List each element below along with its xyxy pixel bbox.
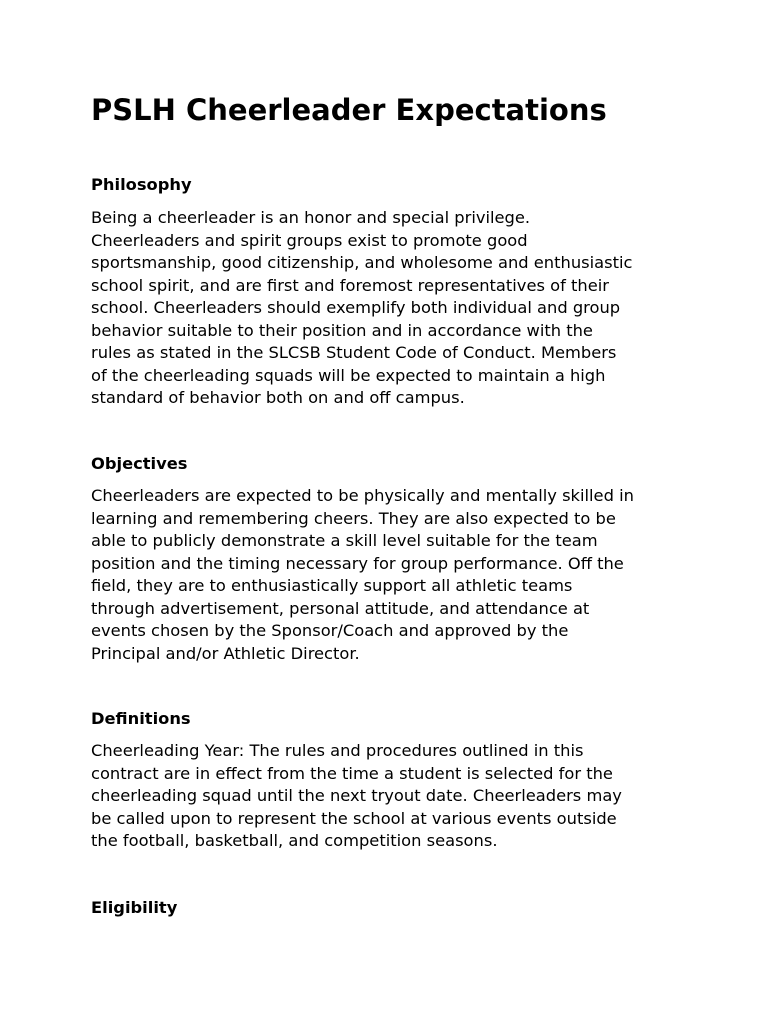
- section-heading-definitions: Definitions: [91, 709, 191, 728]
- text-line: school. Cheerleaders should exemplify both individual and group: [91, 298, 621, 317]
- text-line: able to publicly demonstrate a skill level suitable for the team: [91, 531, 598, 550]
- text-line: Cheerleading Year: The rules and procedures outlined in this: [91, 741, 584, 760]
- text-line: Being a cheerleader is an honor and special privilege.: [91, 208, 531, 227]
- text-line: Cheerleaders and spirit groups exist to promote good: [91, 230, 528, 250]
- text-line: Principal and/or Athletic Director.: [91, 643, 360, 663]
- text-line: behavior suitable to their position and in accordance with the: [91, 320, 593, 340]
- text-line: standard of behavior both on and off campus.: [91, 388, 465, 407]
- text-line: events chosen by the Sponsor/Coach and approved by the: [91, 621, 569, 640]
- text-line: field, they are to enthusiastically support all athletic teams: [91, 576, 573, 595]
- text-line: Cheerleaders are expected to be physically and mentally skilled in: [91, 486, 634, 505]
- text-line: of the cheerleading squads will be expected to maintain a high: [91, 365, 606, 385]
- section-heading-objectives: Objectives: [91, 454, 188, 473]
- text-line: learning and remembering cheers. They are also expected to be: [91, 508, 616, 528]
- section-heading-philosophy: Philosophy: [91, 175, 192, 194]
- text-line: contract are in effect from the time a student is selected for the: [91, 763, 613, 783]
- section-body-philosophy: [91, 207, 632, 410]
- text-line: be called upon to represent the school at various events outside: [91, 808, 617, 828]
- page-title: PSLH Cheerleader Expectations: [91, 93, 607, 127]
- section-body-definitions: [91, 740, 622, 853]
- text-line: sportsmanship, good citizenship, and wholesome and enthusiastic: [91, 253, 633, 272]
- text-line: cheerleading squad until the next tryout date. Cheerleaders may: [91, 786, 622, 805]
- text-line: school spirit, and are first and foremost representatives of their: [91, 275, 609, 295]
- text-line: the football, basketball, and competition seasons.: [91, 831, 498, 850]
- section-heading-eligibility: Eligibility: [91, 898, 178, 917]
- section-body-objectives: [91, 485, 634, 665]
- text-line: through advertisement, personal attitude, and attendance at: [91, 598, 590, 618]
- text-line: rules as stated in the SLCSB Student Code of Conduct. Members: [91, 343, 617, 362]
- text-line: position and the timing necessary for group performance. Off the: [91, 553, 624, 573]
